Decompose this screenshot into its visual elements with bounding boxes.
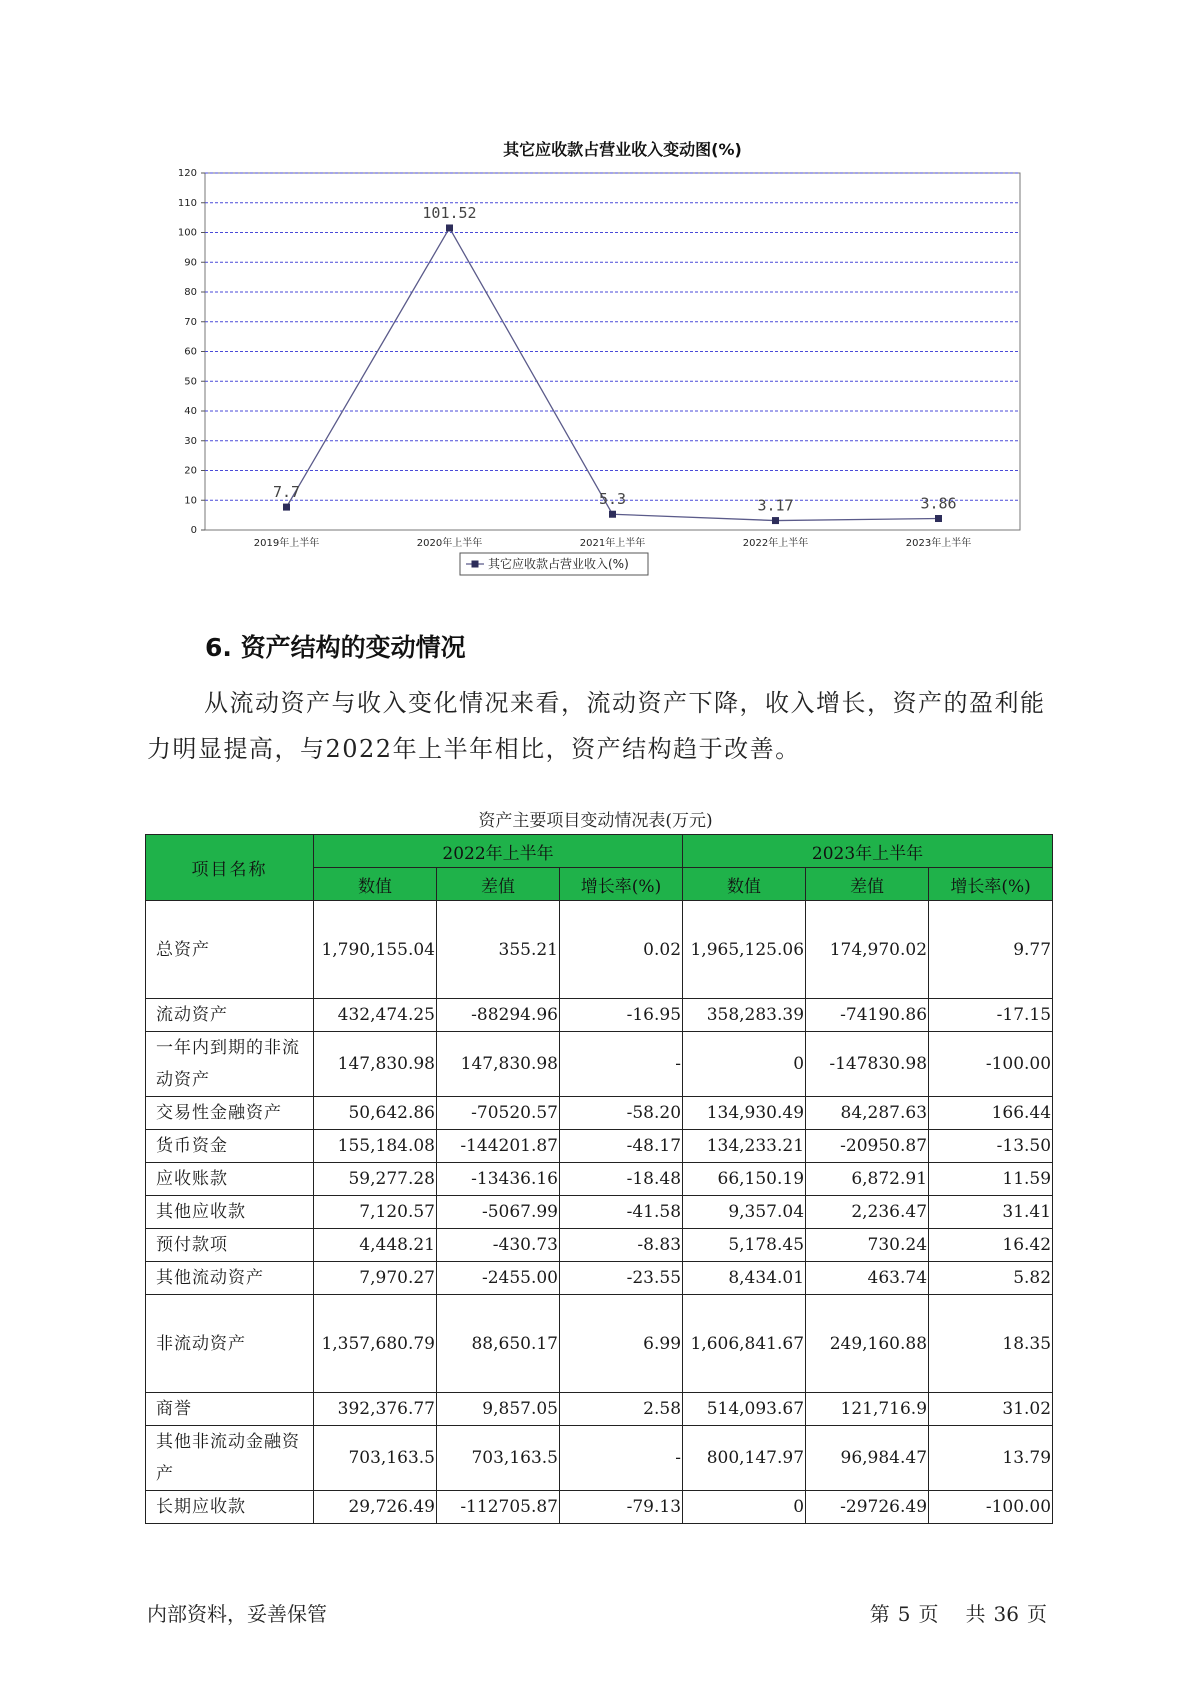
diff-2023: 2,236.47 (806, 1196, 929, 1229)
x-tick-label: 2021年上半年 (579, 538, 646, 549)
diff-2022: 703,163.5 (437, 1426, 560, 1491)
diff-2023: 84,287.63 (806, 1097, 929, 1130)
growth-2022: -16.95 (560, 999, 683, 1032)
growth-2023: 166.44 (929, 1097, 1053, 1130)
table-caption: 资产主要项目变动情况表(万元) (478, 811, 713, 831)
value-2022: 155,184.08 (314, 1130, 437, 1163)
diff-2022: -144201.87 (437, 1130, 560, 1163)
diff-2023: 174,970.02 (806, 901, 929, 999)
row-name: 流动资产 (146, 999, 314, 1032)
growth-2023: -100.00 (929, 1491, 1053, 1524)
y-tick-label: 120 (177, 168, 197, 179)
header-period-2022: 2022年上半年 (314, 835, 683, 868)
diff-2023: 96,984.47 (806, 1426, 929, 1491)
series-line (287, 228, 939, 521)
header-item: 项目名称 (146, 835, 314, 901)
growth-2022: - (560, 1426, 683, 1491)
value-2022: 703,163.5 (314, 1426, 437, 1491)
value-2023: 134,233.21 (683, 1130, 806, 1163)
x-tick-label: 2019年上半年 (253, 538, 320, 549)
value-2022: 7,970.27 (314, 1262, 437, 1295)
value-2023: 800,147.97 (683, 1426, 806, 1491)
diff-2022: 147,830.98 (437, 1032, 560, 1097)
row-name: 总资产 (146, 901, 314, 999)
value-2022: 392,376.77 (314, 1393, 437, 1426)
footer-note: 内部资料，妥善保管 (147, 1602, 327, 1626)
table-row (146, 1262, 1053, 1295)
table-row (146, 1097, 1053, 1130)
data-label: 3.17 (757, 496, 794, 515)
page-total: 36 (993, 1602, 1019, 1626)
value-2022: 432,474.25 (314, 999, 437, 1032)
table-row (146, 1229, 1053, 1262)
value-2023: 1,965,125.06 (683, 901, 806, 999)
value-2023: 8,434.01 (683, 1262, 806, 1295)
row-name: 商誉 (146, 1393, 314, 1426)
value-2023: 134,930.49 (683, 1097, 806, 1130)
y-tick-label: 20 (184, 465, 197, 477)
total-unit: 页 (1027, 1602, 1047, 1626)
x-tick-label: 2020年上半年 (416, 538, 483, 549)
diff-2022: -5067.99 (437, 1196, 560, 1229)
growth-2022: -41.58 (560, 1196, 683, 1229)
growth-2023: -17.15 (929, 999, 1053, 1032)
page-prefix: 第 (869, 1602, 890, 1626)
diff-2022: -13436.16 (437, 1163, 560, 1196)
row-name: 其他非流动金融资产 (146, 1426, 314, 1491)
y-tick-label: 50 (184, 376, 197, 388)
table-row (146, 901, 1053, 999)
chart (160, 135, 1040, 595)
value-2023: 5,178.45 (683, 1229, 806, 1262)
growth-2022: -58.20 (560, 1097, 683, 1130)
page-number (866, 1598, 1051, 1627)
legend-marker (472, 561, 479, 568)
diff-2022: -88294.96 (437, 999, 560, 1032)
data-label: 5.3 (598, 490, 627, 509)
diff-2022: 88,650.17 (437, 1295, 560, 1393)
table-body (146, 901, 1053, 1524)
growth-2023: 31.02 (929, 1393, 1053, 1426)
y-tick-label: 0 (190, 525, 197, 536)
data-label: 3.86 (920, 494, 957, 513)
value-2022: 50,642.86 (314, 1097, 437, 1130)
growth-2023: 16.42 (929, 1229, 1053, 1262)
table-row (146, 1295, 1053, 1393)
table-row (146, 1426, 1053, 1491)
legend-label: 其它应收款占营业收入(%) (488, 557, 629, 571)
value-2022: 4,448.21 (314, 1229, 437, 1262)
growth-2023: 31.41 (929, 1196, 1053, 1229)
diff-2023: 6,872.91 (806, 1163, 929, 1196)
data-point (609, 511, 616, 518)
row-name: 其他流动资产 (146, 1262, 314, 1295)
chart-title: 其它应收款占营业收入变动图(%) (503, 140, 742, 159)
header-growth: 增长率(%) (929, 868, 1053, 901)
diff-2023: -29726.49 (806, 1491, 929, 1524)
growth-2022: 6.99 (560, 1295, 683, 1393)
row-name: 预付款项 (146, 1229, 314, 1262)
growth-2022: 2.58 (560, 1393, 683, 1426)
row-name: 非流动资产 (146, 1295, 314, 1393)
header-growth: 增长率(%) (560, 868, 683, 901)
value-2023: 0 (683, 1491, 806, 1524)
diff-2023: 730.24 (806, 1229, 929, 1262)
growth-2023: -13.50 (929, 1130, 1053, 1163)
diff-2023: 121,716.9 (806, 1393, 929, 1426)
data-point (283, 504, 290, 511)
growth-2023: -100.00 (929, 1032, 1053, 1097)
table-row (146, 999, 1053, 1032)
diff-2022: -70520.57 (437, 1097, 560, 1130)
data-label: 7.7 (272, 483, 301, 502)
value-2022: 1,790,155.04 (314, 901, 437, 999)
growth-2022: -48.17 (560, 1130, 683, 1163)
value-2022: 59,277.28 (314, 1163, 437, 1196)
value-2023: 514,093.67 (683, 1393, 806, 1426)
y-tick-label: 70 (184, 316, 197, 328)
diff-2022: 355.21 (437, 901, 560, 999)
growth-2023: 5.82 (929, 1262, 1053, 1295)
y-tick-label: 40 (184, 406, 197, 417)
diff-2022: -2455.00 (437, 1262, 560, 1295)
value-2022: 29,726.49 (314, 1491, 437, 1524)
value-2023: 0 (683, 1032, 806, 1097)
total-prefix: 共 (965, 1602, 986, 1626)
table-row (146, 1491, 1053, 1524)
growth-2022: -18.48 (560, 1163, 683, 1196)
value-2023: 66,150.19 (683, 1163, 806, 1196)
diff-2023: -147830.98 (806, 1032, 929, 1097)
growth-2022: - (560, 1032, 683, 1097)
header-value: 数值 (314, 868, 437, 901)
value-2022: 7,120.57 (314, 1196, 437, 1229)
growth-2022: 0.02 (560, 901, 683, 999)
page-unit: 页 (918, 1602, 939, 1626)
x-tick-label: 2022年上半年 (742, 538, 809, 549)
table-row (146, 1196, 1053, 1229)
growth-2022: -8.83 (560, 1229, 683, 1262)
diff-2023: -74190.86 (806, 999, 929, 1032)
table-row (146, 1393, 1053, 1426)
header-value: 数值 (683, 868, 806, 901)
section-heading: 6. 资产结构的变动情况 (205, 633, 466, 662)
data-point (446, 224, 453, 231)
data-point (935, 515, 942, 522)
header-diff: 差值 (806, 868, 929, 901)
y-tick-label: 110 (177, 197, 197, 209)
value-2022: 147,830.98 (314, 1032, 437, 1097)
table-row (146, 1032, 1053, 1097)
table-row (146, 1130, 1053, 1163)
growth-2022: -79.13 (560, 1491, 683, 1524)
line-chart (160, 135, 1040, 595)
row-name: 货币资金 (146, 1130, 314, 1163)
diff-2022: -430.73 (437, 1229, 560, 1262)
row-name: 其他应收款 (146, 1196, 314, 1229)
section-paragraph: 从流动资产与收入变化情况来看，流动资产下降，收入增长，资产的盈利能力明显提高，与2022年上半年相比，资产结构趋于改善。 (147, 689, 1046, 763)
header-period-2023: 2023年上半年 (683, 835, 1053, 868)
diff-2022: 9,857.05 (437, 1393, 560, 1426)
y-tick-label: 10 (184, 495, 197, 507)
y-tick-label: 100 (177, 227, 197, 239)
growth-2023: 11.59 (929, 1163, 1053, 1196)
y-tick-label: 30 (184, 435, 197, 447)
diff-2023: 463.74 (806, 1262, 929, 1295)
page-current: 5 (897, 1602, 911, 1626)
header-diff: 差值 (437, 868, 560, 901)
y-tick-label: 60 (184, 346, 197, 358)
value-2023: 358,283.39 (683, 999, 806, 1032)
growth-2023: 9.77 (929, 901, 1053, 999)
row-name: 一年内到期的非流动资产 (146, 1032, 314, 1097)
x-tick-label: 2023年上半年 (905, 538, 972, 549)
diff-2022: -112705.87 (437, 1491, 560, 1524)
value-2023: 1,606,841.67 (683, 1295, 806, 1393)
growth-2022: -23.55 (560, 1262, 683, 1295)
y-tick-label: 80 (184, 287, 197, 298)
data-label: 101.52 (422, 203, 477, 222)
row-name: 长期应收款 (146, 1491, 314, 1524)
diff-2023: -20950.87 (806, 1130, 929, 1163)
growth-2023: 18.35 (929, 1295, 1053, 1393)
diff-2023: 249,160.88 (806, 1295, 929, 1393)
value-2022: 1,357,680.79 (314, 1295, 437, 1393)
table-row (146, 1163, 1053, 1196)
value-2023: 9,357.04 (683, 1196, 806, 1229)
data-point (772, 517, 779, 524)
row-name: 应收账款 (146, 1163, 314, 1196)
growth-2023: 13.79 (929, 1426, 1053, 1491)
y-tick-label: 90 (184, 257, 197, 269)
row-name: 交易性金融资产 (146, 1097, 314, 1130)
asset-table (145, 834, 1053, 1524)
